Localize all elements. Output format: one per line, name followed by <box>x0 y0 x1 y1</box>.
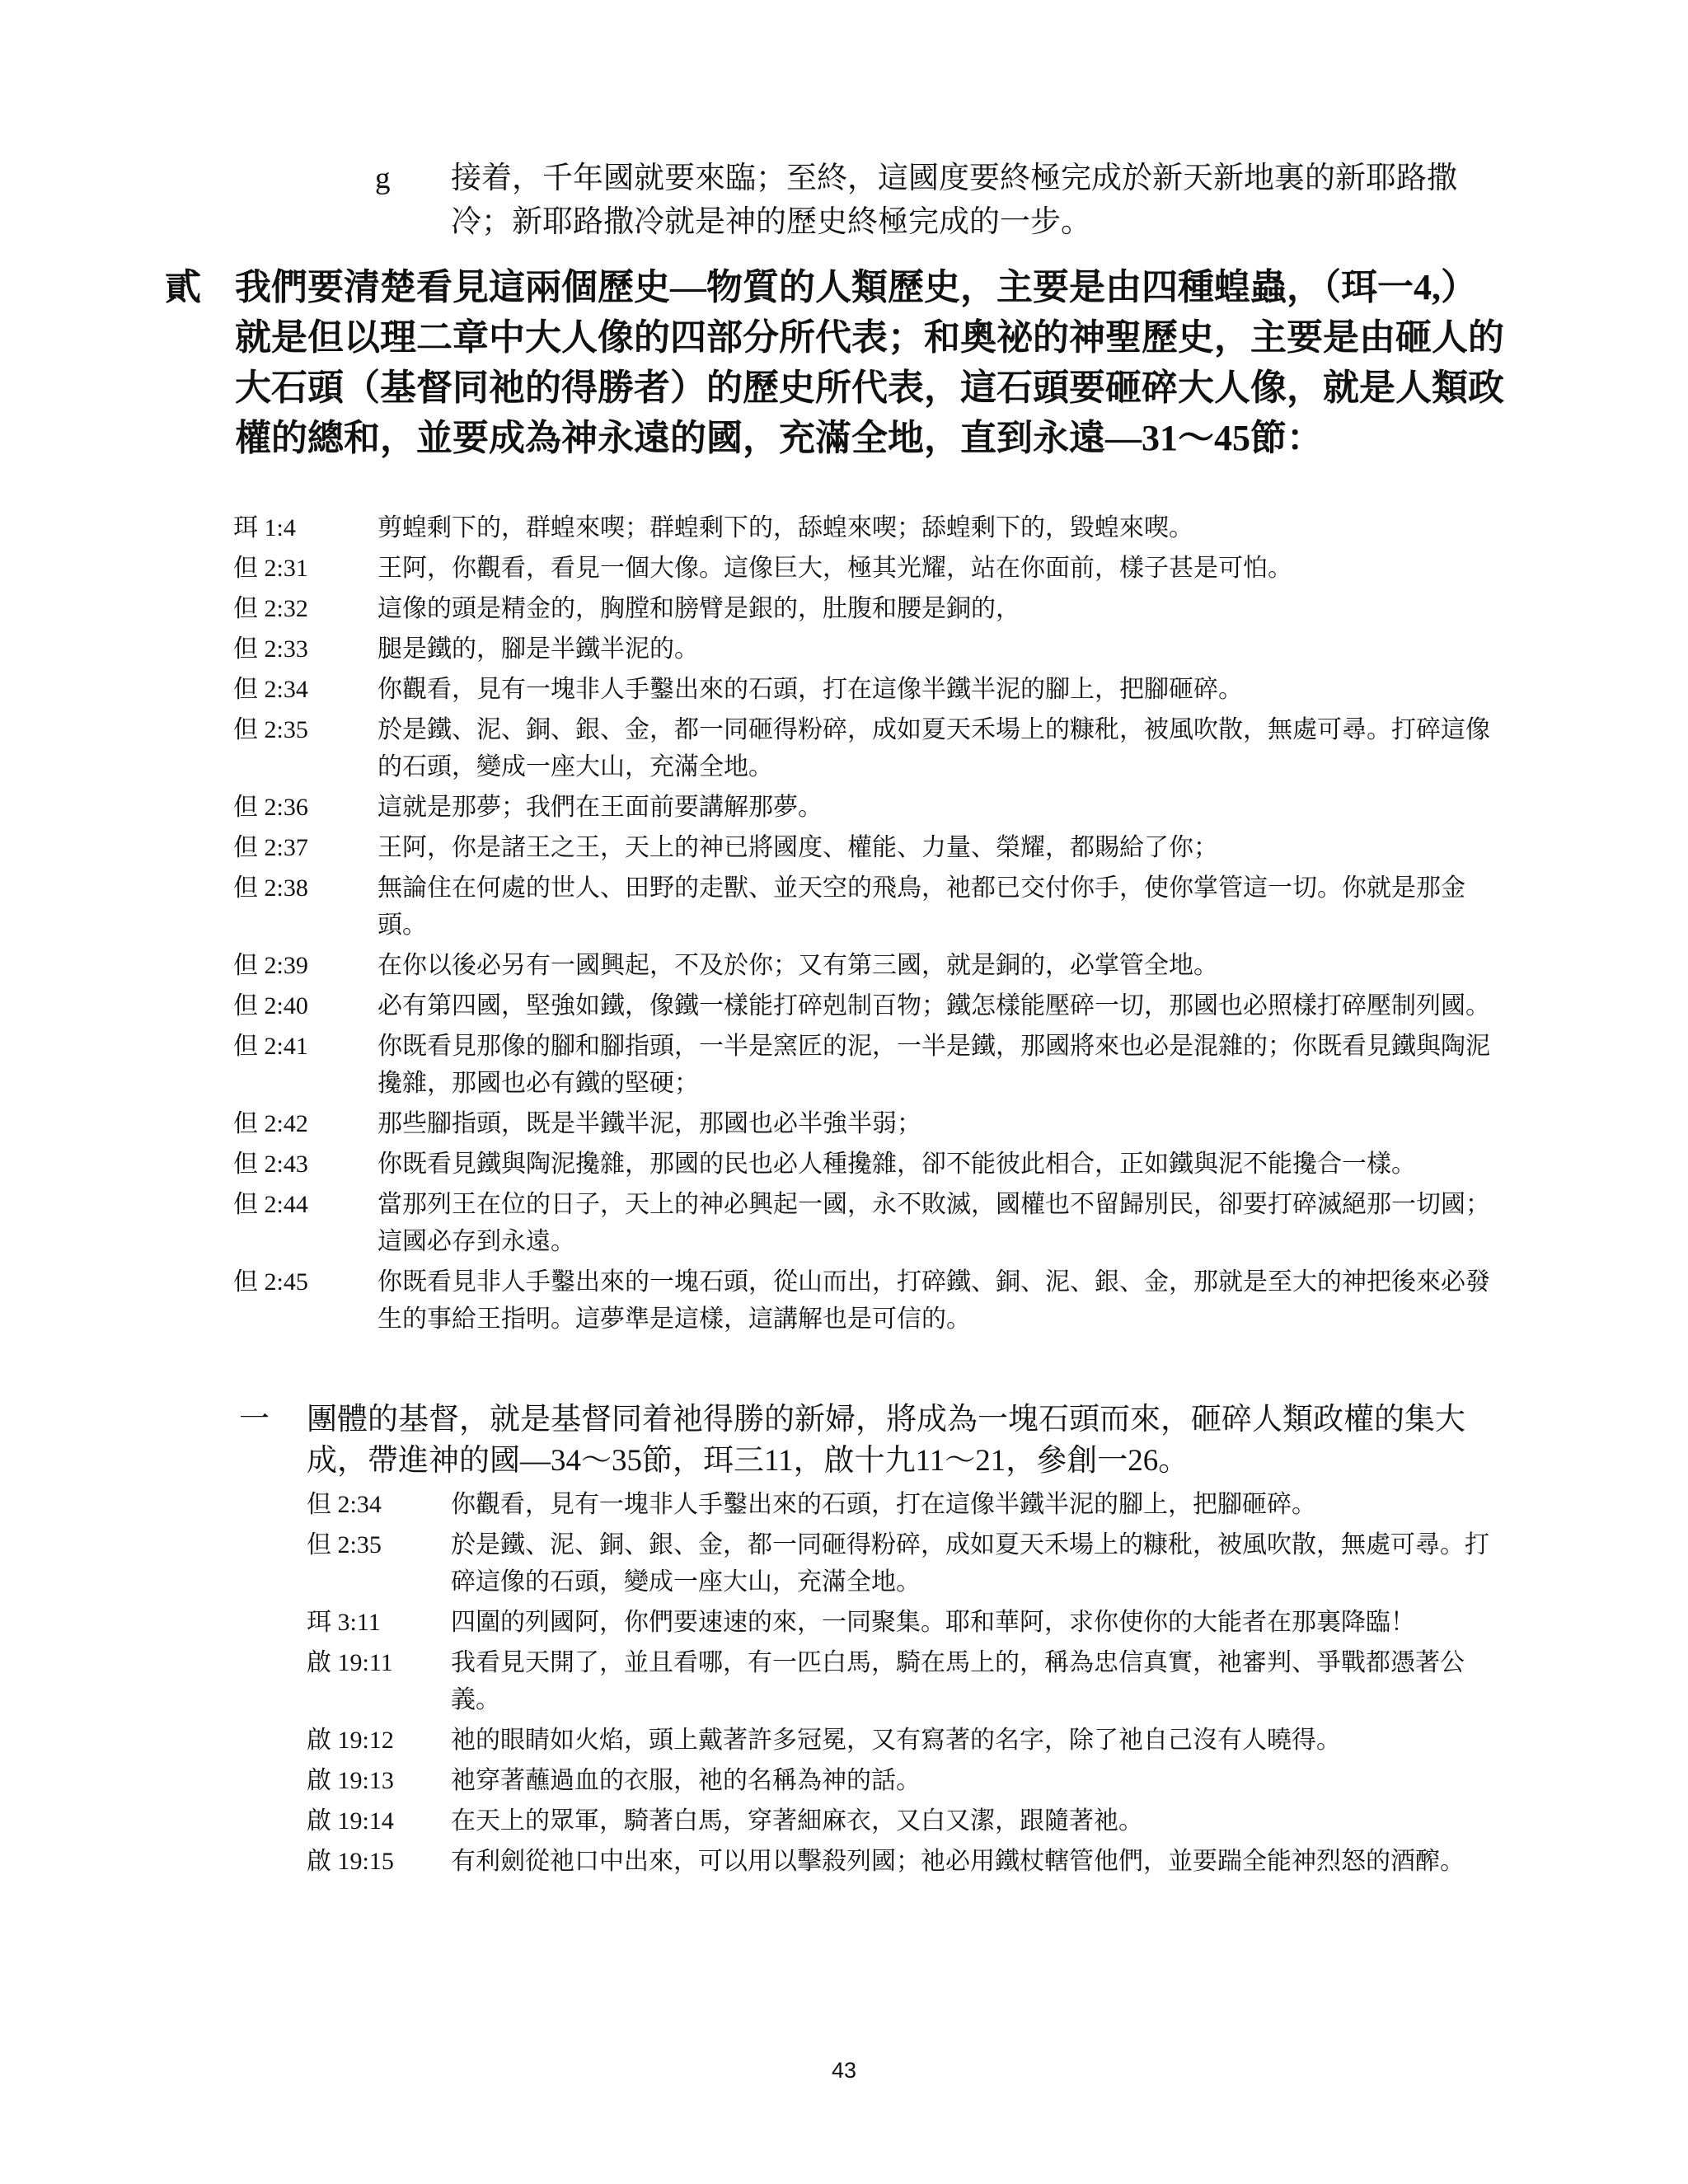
verse-ref: 但 2:37 <box>233 834 308 861</box>
verse-ref: 但 2:38 <box>233 874 308 902</box>
verse-text: 王阿，你觀看，看見一個大像。這像巨大，極其光耀，站在你面前，樣子甚是可怕。 <box>377 555 1292 582</box>
outline-text: 接着，千年國就要來臨；至終，這國度要終極完成於新天新地裏的新耶路撒冷；新耶路撒冷就是神的歷史終極完成的一步。 <box>451 162 1457 239</box>
verse-text: 於是鐵、泥、銅、銀、金，都一同砸得粉碎，成如夏天禾場上的糠秕，被風吹散，無處可尋。打碎這像的石頭，變成一座大山，充滿全地。 <box>377 716 1490 780</box>
verse-text: 腿是鐵的，腳是半鐵半泥的。 <box>377 635 699 663</box>
verse-text: 無論住在何處的世人、田野的走獸、並天空的飛鳥，祂都已交付你手，使你掌管這一切。你就是那金頭。 <box>377 874 1465 939</box>
verse-text: 祂穿著蘸過血的衣服，祂的名稱為神的話。 <box>451 1767 921 1794</box>
verse-ref: 但 2:45 <box>233 1268 308 1296</box>
verse-item <box>233 1263 1508 1338</box>
verse-ref: 但 2:40 <box>233 992 308 1019</box>
verse-text: 你觀看，見有一塊非人手鑿出來的石頭，打在這像半鐵半泥的腳上，把腳砸碎。 <box>451 1491 1316 1518</box>
verse-item <box>233 987 1508 1024</box>
verse-ref: 珥 3:11 <box>307 1609 381 1636</box>
verse-item <box>233 550 1508 587</box>
verse-text: 我看見天開了，並且看哪，有一匹白馬，騎在馬上的，稱為忠信真實，祂審判、爭戰都憑著公義。 <box>451 1649 1465 1713</box>
verse-text: 於是鐵、泥、銅、銀、金，都一同砸得粉碎，成如夏天禾場上的糠秕，被風吹散，無處可尋。打碎這像的石頭，變成一座大山，充滿全地。 <box>451 1531 1489 1596</box>
verse-ref: 但 2:36 <box>233 794 308 821</box>
verse-text: 你既看見非人手鑿出來的一塊石頭，從山而出，打碎鐵、銅、泥、銀、金，那就是至大的神把後來必發生的事給王指明。這夢準是這樣，這講解也是可信的。 <box>377 1268 1490 1333</box>
verse-ref: 但 2:35 <box>233 716 308 743</box>
verse-item <box>233 789 1508 826</box>
verse-item <box>233 869 1508 944</box>
sub-point-label: 一 <box>239 1403 270 1436</box>
verse-item <box>233 1146 1508 1183</box>
verse-text: 當那列王在位的日子，天上的神必興起一國，永不敗滅，國權也不留歸別民，卻要打碎滅絕那一切國；這國必存到永遠。 <box>377 1191 1490 1255</box>
verse-ref: 啟 19:11 <box>307 1649 393 1676</box>
verse-ref: 但 2:32 <box>233 595 308 622</box>
verse-item <box>307 1762 1508 1799</box>
verse-item <box>233 947 1508 984</box>
outline-label: g <box>375 162 391 195</box>
verse-text: 在天上的眾軍，騎著白馬，穿著細麻衣，又白又潔，跟隨著祂。 <box>451 1807 1143 1835</box>
verse-ref: 但 2:44 <box>233 1191 308 1218</box>
verse-item <box>307 1843 1508 1880</box>
verse-item <box>233 630 1508 668</box>
verse-text: 剪蝗剩下的，群蝗來喫；群蝗剩下的，舔蝗來喫；舔蝗剩下的，毀蝗來喫。 <box>377 514 1193 541</box>
verse-item <box>307 1604 1508 1641</box>
verse-item <box>307 1644 1508 1718</box>
verse-item <box>307 1722 1508 1759</box>
verse-item <box>233 509 1508 546</box>
verse-item <box>233 1186 1508 1260</box>
sub-point-text: 團體的基督，就是基督同着祂得勝的新婦，將成為一塊石頭而來，砸碎人類政權的集大成，帶進神的國—34～35節，珥三11，啟十九11～21，參創一26。 <box>307 1403 1465 1478</box>
verse-text: 四圍的列國阿，你們要速速的來，一同聚集。耶和華阿，求你使你的大能者在那裏降臨！ <box>451 1609 1415 1636</box>
main-point-label: 貳 <box>165 267 201 307</box>
verse-ref: 但 2:39 <box>233 952 308 979</box>
verse-text: 你既看見那像的腳和腳指頭，一半是窯匠的泥，一半是鐵，那國將來也必是混雜的；你既看見鐵與陶泥攙雜，那國也必有鐵的堅硬； <box>377 1033 1490 1097</box>
verse-item <box>233 1105 1508 1142</box>
verse-text: 必有第四國，堅強如鐵，像鐵一樣能打碎剋制百物；鐵怎樣能壓碎一切，那國也必照樣打碎壓制列國。 <box>377 992 1490 1019</box>
verse-text: 你觀看，見有一塊非人手鑿出來的石頭，打在這像半鐵半泥的腳上，把腳砸碎。 <box>377 676 1243 703</box>
verse-text: 這就是那夢；我們在王面前要講解那夢。 <box>377 794 823 821</box>
verse-item <box>233 590 1508 627</box>
verse-item <box>307 1486 1508 1523</box>
main-point-text: 我們要清楚看見這兩個歷史—物質的人類歷史，主要是由四種蝗蟲，（珥一4,）就是但以理二章中大人像的四部分所代表；和奧祕的神聖歷史，主要是由砸人的大石頭（基督同祂的得勝者）的歷史所代表，這石頭要砸碎大人像，就是人類政權的總和，並要成為神永遠的國，充滿全地，直到永遠—31～45節： <box>235 267 1504 458</box>
verse-ref: 啟 19:13 <box>307 1767 394 1794</box>
verse-item <box>307 1802 1508 1840</box>
verse-ref: 但 2:31 <box>233 555 308 582</box>
verse-item <box>233 829 1508 866</box>
page-number: 43 <box>831 2058 857 2083</box>
verse-text: 那些腳指頭，既是半鐵半泥，那國也必半強半弱； <box>377 1110 921 1137</box>
verse-text: 在你以後必另有一國興起，不及於你；又有第三國，就是銅的，必掌管全地。 <box>377 952 1218 979</box>
verse-ref: 但 2:41 <box>233 1033 308 1060</box>
verse-text: 祂的眼睛如火焰，頭上戴著許多冠冕，又有寫著的名字，除了祂自己沒有人曉得。 <box>451 1727 1341 1754</box>
verse-item <box>233 671 1508 708</box>
verse-list-sub1 <box>307 1486 1508 1883</box>
verse-item <box>233 1028 1508 1102</box>
verse-ref: 但 2:34 <box>307 1491 382 1518</box>
verse-text: 王阿，你是諸王之王，天上的神已將國度、權能、力量、榮耀，都賜給了你； <box>377 834 1218 861</box>
verse-text: 你既看見鐵與陶泥攙雜，那國的民也必人種攙雜，卻不能彼此相合，正如鐵與泥不能攙合一樣。 <box>377 1151 1416 1178</box>
verse-ref: 但 2:35 <box>307 1531 382 1558</box>
verse-list-main <box>233 509 1508 1341</box>
verse-ref: 啟 19:15 <box>307 1848 394 1875</box>
verse-ref: 但 2:34 <box>233 676 308 703</box>
verse-item <box>307 1526 1508 1601</box>
verse-ref: 但 2:43 <box>233 1151 308 1178</box>
verse-ref: 珥 1:4 <box>233 514 296 541</box>
verse-text: 有利劍從祂口中出來，可以用以擊殺列國；祂必用鐵杖轄管他們，並要踹全能神烈怒的酒醡。 <box>451 1848 1465 1875</box>
verse-ref: 啟 19:14 <box>307 1807 394 1835</box>
verse-ref: 啟 19:12 <box>307 1727 394 1754</box>
verse-text: 這像的頭是精金的，胸膛和膀臂是銀的，肚腹和腰是銅的， <box>377 595 1020 622</box>
verse-ref: 但 2:33 <box>233 635 308 663</box>
verse-ref: 但 2:42 <box>233 1110 308 1137</box>
verse-item <box>233 711 1508 785</box>
